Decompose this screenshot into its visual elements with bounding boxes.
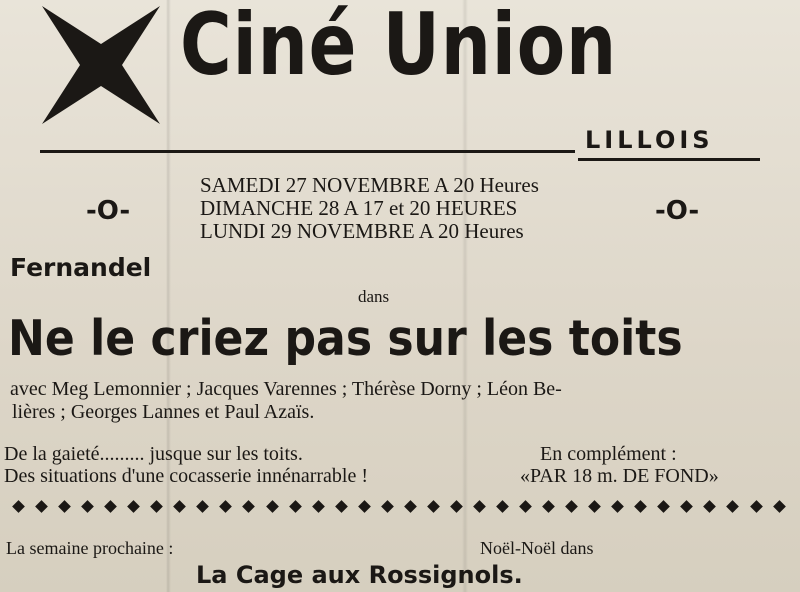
diamond-icon: [404, 500, 417, 513]
four-point-star-icon: [42, 6, 160, 124]
showtime-line: SAMEDI 27 NOVEMBRE A 20 Heures: [200, 173, 539, 197]
diamond-icon: [220, 500, 233, 513]
diamond-icon: [450, 500, 463, 513]
diamond-icon: [565, 500, 578, 513]
cinema-subtitle: LILLOIS: [585, 126, 714, 154]
diamond-icon: [173, 500, 186, 513]
diamond-icon: [127, 500, 140, 513]
next-week-film: La Cage aux Rossignols.: [196, 561, 523, 589]
showtimes-block: [200, 174, 539, 243]
cast-line: lières ; Georges Lannes et Paul Azaïs.: [12, 401, 315, 423]
next-week-star: Noël-Noël dans: [480, 538, 594, 558]
diamond-icon: [427, 500, 440, 513]
separator-left: -O-: [86, 196, 131, 226]
star-name: Fernandel: [10, 253, 152, 282]
showtime-line: LUNDI 29 NOVEMBRE A 20 Heures: [200, 219, 524, 243]
diamond-icon: [312, 500, 325, 513]
diamond-icon: [634, 500, 647, 513]
tagline-line: De la gaieté......... jusque sur les toits.: [4, 443, 303, 465]
diamond-icon: [150, 500, 163, 513]
diamond-icon: [12, 500, 25, 513]
diamond-icon: [266, 500, 279, 513]
diamond-icon: [104, 500, 117, 513]
title-rule: [40, 150, 575, 153]
cast-line: avec Meg Lemonnier ; Jacques Varennes ; Thérèse Dorny ; Léon Be-: [10, 378, 562, 400]
diamond-icon: [335, 500, 348, 513]
diamond-icon: [473, 500, 486, 513]
diamond-icon: [773, 500, 786, 513]
diamond-icon: [35, 500, 48, 513]
diamond-icon: [611, 500, 624, 513]
diamond-divider: [14, 502, 784, 511]
next-week-label: La semaine prochaine :: [6, 538, 174, 558]
diamond-icon: [358, 500, 371, 513]
film-title: Ne le criez pas sur les toits: [8, 310, 683, 367]
diamond-icon: [704, 500, 717, 513]
diamond-icon: [496, 500, 509, 513]
showtime-line: DIMANCHE 28 A 17 et 20 HEURES: [200, 196, 518, 220]
tagline-line: Des situations d'une cocasserie innénarrable !: [4, 465, 369, 487]
diamond-icon: [542, 500, 555, 513]
cast-block: [10, 378, 562, 424]
diamond-icon: [289, 500, 302, 513]
cinema-title: Ciné Union: [180, 0, 618, 95]
separator-right: -O-: [655, 196, 700, 226]
dans-label: dans: [358, 287, 390, 306]
diamond-icon: [381, 500, 394, 513]
diamond-icon: [588, 500, 601, 513]
complement-label: En complément :: [540, 443, 677, 465]
diamond-icon: [750, 500, 763, 513]
diamond-icon: [243, 500, 256, 513]
diamond-icon: [58, 500, 71, 513]
diamond-icon: [727, 500, 740, 513]
diamond-icon: [657, 500, 670, 513]
complement-block: [520, 443, 719, 487]
diamond-icon: [680, 500, 693, 513]
diamond-icon: [197, 500, 210, 513]
complement-film: «PAR 18 m. DE FOND»: [520, 465, 719, 487]
subtitle-underline: [578, 158, 760, 161]
tagline-block: [4, 443, 368, 487]
diamond-icon: [81, 500, 94, 513]
diamond-icon: [519, 500, 532, 513]
